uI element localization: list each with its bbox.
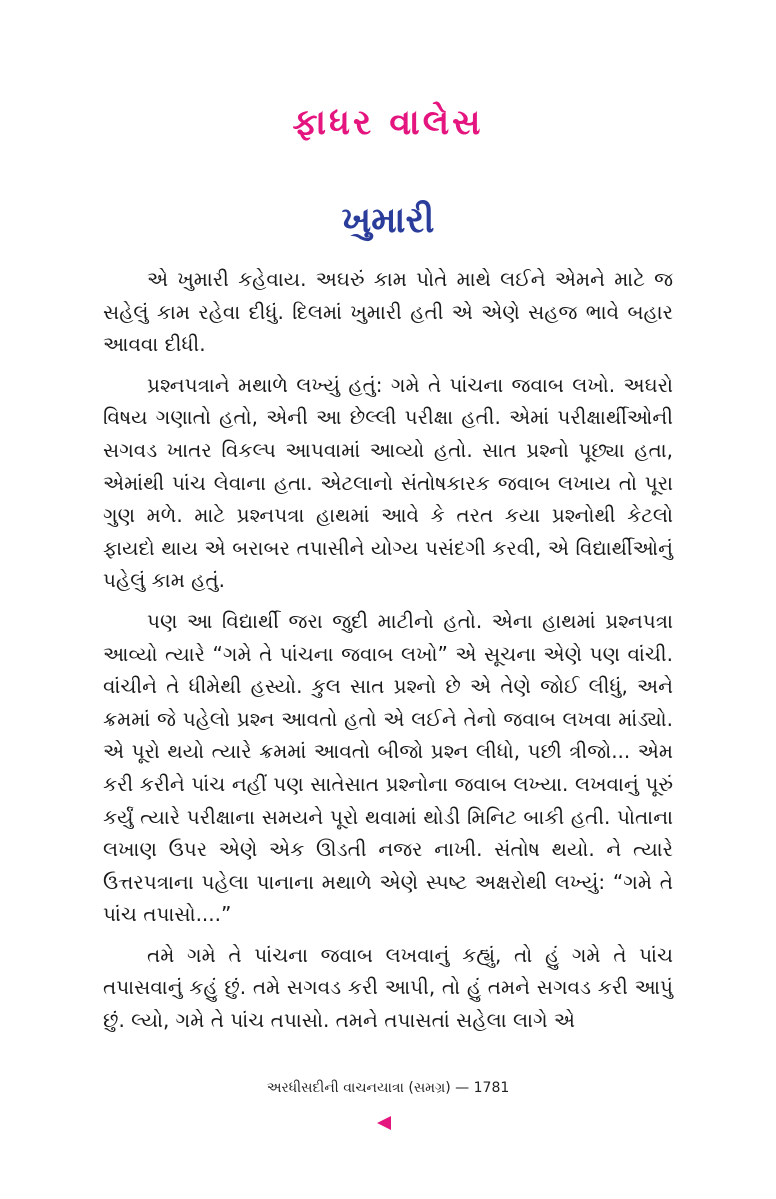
page-footer: અરધીસદીની વાચનયાત્રા (સમગ્ર) — 1781 [266, 1080, 510, 1096]
chapter-title: ખુમારી [341, 200, 435, 241]
paragraph: પ્રશ્નપત્રાને મથાળે લખ્યું હતું: ગમે તે પાંચના જવાબ લખો. અઘરો વિષય ગણાતો હતો, એની આ છેલ્લી પરીક્ષા હતી. એમાં પરીક્ષાર્થીઓની સગવડ ખાતર વિકલ્પ આપવામાં આવ્યો હતો. સાત પ્રશ્નો પૂછ્યા હતા, એમાંથી પાંચ લેવાના હતા. એટલાનો સંતોષકારક જવાબ લખાય તો પૂરા ગુણ મળે. માટે પ્રશ્નપત્રા હાથમાં આવે કે તરત કયા પ્રશ્નોથી કેટલો ફાયદો થાય એ બરાબર તપાસીને યોગ્ય પસંદગી કરવી, એ વિદ્યાર્થીઓનું પહેલું કામ હતું. [103, 372, 673, 593]
author-name: ફાધર વાલેસ [292, 103, 484, 143]
paragraph: તમે ગમે તે પાંચના જવાબ લખવાનું કહ્યું, તો હું ગમે તે પાંચ તપાસવાનું કહું છું. તમે સગવડ કરી આપી, તો હું તમને સગવડ કરી આપું છું. લ્યો, ગમે તે પાંચ તપાસો. તમને તપાસતાં સહેલા લાગે એ [103, 942, 673, 1033]
paragraph: એ ખુમારી કહેવાય. અઘરું કામ પોતે માથે લઈને એમને માટે જ સહેલું કામ રહેવા દીધું. દિલમાં ખુમારી હતી એ એણે સહજ ભાવે બહાર આવવા દીધી. [103, 267, 673, 357]
previous-page-icon[interactable] [377, 1116, 391, 1130]
body-text [103, 263, 673, 1045]
paragraph: પણ આ વિદ્યાર્થી જરા જુદી માટીનો હતો. એના હાથમાં પ્રશ્નપત્રા આવ્યો ત્યારે “ગમે તે પાંચના જવાબ લખો” એ સૂચના એણે પણ વાંચી. વાંચીને તે ધીમેથી હસ્યો. કુલ સાત પ્રશ્નો છે એ તેણે જોઈ લીધું, અને ક્રમમાં જે પહેલો પ્રશ્ન આવતો હતો એ લઈને તેનો જવાબ લખવા માંડ્યો. એ પૂરો થયો ત્યારે ક્રમમાં આવતો બીજો પ્રશ્ન લીધો, પછી ત્રીજો... એમ કરી કરીને પાંચ નહીં પણ સાતેસાત પ્રશ્નોના જવાબ લખ્યા. લખવાનું પૂરું કર્યું ત્યારે પરીક્ષાના સમયને પૂરો થવામાં થોડી મિનિટ બાકી હતી. પોતાના લખાણ ઉપર એણે એક ઊડતી નજર નાખી. સંતોષ થયો. ને ત્યારે ઉત્તરપત્રાના પહેલા પાનાના મથાળે એણે સ્પષ્ટ અક્ષરોથી લખ્યું: “ગમે તે પાંચ તપાસો....” [103, 608, 673, 927]
